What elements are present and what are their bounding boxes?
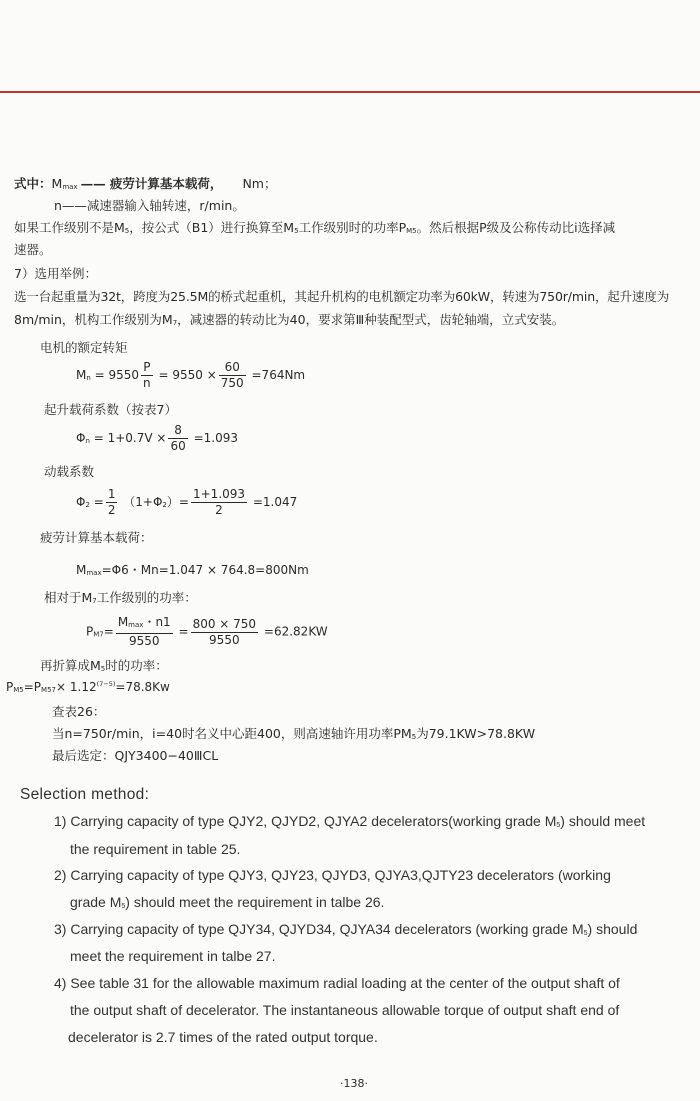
lookup-sub: 5 — [411, 733, 417, 741]
page-number: ·138· — [340, 1077, 368, 1090]
mmax-formula — [76, 561, 309, 578]
pm5-formula — [6, 680, 170, 694]
pm7-f1-num-main: M — [117, 615, 129, 629]
para1-text-d: 。然后根据P级及公称传动比i选择减 — [416, 220, 616, 235]
phi2-f1-num: 1 — [107, 487, 116, 501]
pm7-label-a: 相对于M — [44, 590, 93, 605]
mn-f2-num: 60 — [219, 360, 246, 376]
header-rule — [0, 91, 700, 93]
pm5-label-a: 再折算成M — [40, 658, 101, 673]
phi2-formula — [76, 487, 297, 518]
lookup-text-b: 为79.1KW>78.8KW — [416, 726, 536, 741]
phi2-symbol: Φ — [76, 495, 86, 509]
item3-text-a: 3) Carrying capacity of type QJY34, QJYD34, QJYA34 decelerators (working grade M — [54, 921, 584, 937]
mn-eq2: = 9550 × — [158, 368, 217, 382]
mmax-lhs: M — [76, 563, 87, 577]
phi2-eq: = — [93, 495, 104, 509]
selection-item-4-line2: the output shaft of decelerator. The instantaneous allowable torque of output shaft end of — [70, 1002, 620, 1018]
pm7-label — [44, 590, 197, 609]
phi2-sub: 2 — [85, 501, 90, 509]
mn-symbol: M — [76, 368, 87, 382]
lift-factor-label: 起升载荷系数（按表7） — [44, 402, 177, 417]
item2-text-a: grade M — [70, 894, 122, 910]
lookup-line — [52, 726, 535, 745]
item2-text-b: ) should meet the requirement in talbe 26. — [125, 894, 385, 910]
pm7-result: =62.82KW — [263, 624, 328, 639]
selection-heading: Selection method: — [20, 786, 150, 803]
para1-sub2: 5 — [294, 227, 299, 235]
phi2-result: =1.047 — [252, 495, 298, 509]
phi-symbol: Φ — [76, 431, 86, 445]
phi2-mid: （1+Φ — [123, 495, 163, 509]
example-heading: 7）选用举例： — [14, 266, 97, 281]
phi-sub: n — [85, 437, 90, 445]
example-line1: 选一台起重量为32t，跨度为25.5M的桥式起重机，其起升机构的电机额定功率为60kW，转速为750r/min，起升速度为 — [14, 289, 670, 304]
mmax-description: —— 疲劳计算基本载荷， — [80, 176, 223, 191]
phi-f-num: 8 — [168, 423, 187, 439]
rated-torque-label: 电机的额定转矩 — [40, 340, 128, 355]
mn-formula — [76, 360, 305, 391]
phi2-f2-num: 1+1.093 — [192, 487, 245, 501]
pm7-eq: = — [103, 624, 114, 639]
mmax-sub: max — [62, 183, 78, 191]
pm5-eq-sub: M57 — [41, 686, 56, 694]
phi2-f2-den: 2 — [215, 503, 223, 517]
pm5-eq: =P — [23, 680, 42, 694]
para1-line2: 速器。 — [14, 242, 52, 257]
n-definition: n——减速器输入轴转速，r/min。 — [54, 198, 245, 213]
item1-text-a: 1) Carrying capacity of type QJY2, QJYD2, QJYA2 decelerators(working grade M — [54, 813, 557, 829]
phi-eq: = 1+0.7V × — [93, 431, 167, 445]
pm5-result: =78.8Kw — [115, 680, 170, 694]
example-text-b: ，减速器的转动比为40，要求第Ⅲ种装配型式，齿轮轴端，立式安装。 — [177, 312, 565, 327]
phi2-f1-den: 2 — [107, 503, 116, 517]
mn-result: =764Nm — [251, 368, 306, 382]
selection-item-2-line1: 2) Carrying capacity of type QJY3, QJY23, QJYD3, QJYA3,QJTY23 decelerators (working — [54, 867, 611, 883]
phi-result: =1.093 — [193, 431, 238, 445]
phi2-mid-end: ）= — [166, 495, 189, 509]
pm7-eq2: = — [178, 624, 189, 639]
pm7-label-b: 工作级别的功率： — [96, 590, 197, 605]
pm7-fraction-1 — [116, 615, 173, 649]
pm5-lhs-sub: M5 — [13, 686, 24, 694]
final-selection: 最后选定：QJY3400−40ⅢCL — [52, 748, 219, 763]
selection-item-4-line1: 4) See table 31 for the allowable maximum radial loading at the center of the output shaft of — [54, 975, 620, 991]
para1-sub3: M5 — [406, 227, 417, 235]
where-line — [14, 176, 276, 195]
lookup-label: 查表26： — [52, 704, 106, 719]
pm7-label-sub: 7 — [92, 597, 97, 605]
selection-item-3-line1 — [54, 921, 637, 937]
item3-sub: 5 — [583, 930, 588, 937]
para1-line1 — [14, 220, 615, 239]
item1-text-b: ) should meet — [560, 813, 646, 829]
item2-sub: 5 — [121, 903, 126, 910]
mn-f1-num: P — [141, 360, 153, 376]
para1-text-a: 如果工作级别不是M — [14, 220, 125, 235]
item1-sub: 5 — [556, 822, 561, 829]
pm7-lhs-sub: M7 — [93, 630, 104, 639]
pm5-exponent: (7−5) — [96, 680, 116, 688]
example-sub: 7 — [172, 319, 178, 327]
mn-fraction-2 — [219, 360, 246, 391]
phi-f-den: 60 — [170, 439, 186, 453]
para1-text-c: 工作级别时的功率P — [298, 220, 407, 235]
mn-f2-den: 750 — [220, 376, 244, 390]
fatigue-label: 疲劳计算基本载荷： — [40, 530, 153, 545]
phi2-fraction-1 — [106, 487, 118, 518]
pm7-lhs: P — [86, 624, 94, 639]
mmax-lhs-sub: max — [86, 569, 102, 577]
phi-n-formula — [76, 423, 238, 454]
pm7-formula — [86, 615, 328, 649]
pm5-mul: × 1.12 — [56, 680, 97, 694]
mmax-unit: Nm； — [242, 176, 277, 191]
where-prefix: 式中： — [14, 176, 52, 191]
mn-fraction-1 — [141, 360, 153, 391]
pm7-f2-den: 9550 — [209, 632, 240, 647]
mn-sub: n — [86, 374, 91, 382]
pm7-f1-num-end: ・n1 — [143, 615, 171, 629]
lookup-text-a: 当n=750r/min，i=40时名义中心距400，则高速轴许用功率PM — [52, 726, 412, 741]
para1-sub1: 5 — [124, 227, 130, 235]
pm7-f2-num: 800 × 750 — [192, 616, 257, 631]
pm7-fraction-2 — [191, 617, 259, 648]
dynamic-factor-label: 动载系数 — [44, 464, 95, 479]
pm5-lhs: P — [6, 680, 14, 694]
selection-item-1-line2: the requirement in table 25. — [70, 841, 241, 857]
pm5-label-b: 时的功率： — [105, 658, 168, 673]
selection-item-2-line2 — [70, 894, 384, 910]
selection-item-4-line3: decelerator is 2.7 times of the rated output torque. — [68, 1029, 378, 1045]
pm7-f1-num-sub: max — [128, 621, 144, 629]
pm7-f1-den: 9550 — [128, 634, 160, 648]
item3-text-b: ) should — [587, 921, 638, 937]
pm7-f1-num — [116, 615, 173, 634]
mn-eq1: = 9550 — [94, 368, 140, 382]
mmax-symbol: M — [51, 176, 63, 191]
phi-fraction — [168, 423, 187, 454]
phi2-mid-sub: 2 — [162, 501, 167, 509]
pm5-label — [40, 658, 168, 677]
example-line2 — [14, 312, 564, 331]
para1-text-b: ，按公式（B1）进行换算至M — [129, 220, 295, 235]
example-text-a: 8m/min，机构工作级别为M — [14, 312, 173, 327]
phi2-fraction-2 — [191, 487, 247, 518]
mn-f1-den: n — [143, 376, 151, 390]
mmax-rhs: =Φ6・Mn=1.047 × 764.8=800Nm — [101, 563, 309, 577]
selection-item-1-line1 — [54, 813, 645, 829]
pm5-label-sub: 5 — [100, 665, 106, 673]
selection-item-3-line2: meet the requirement in talbe 27. — [70, 948, 276, 964]
